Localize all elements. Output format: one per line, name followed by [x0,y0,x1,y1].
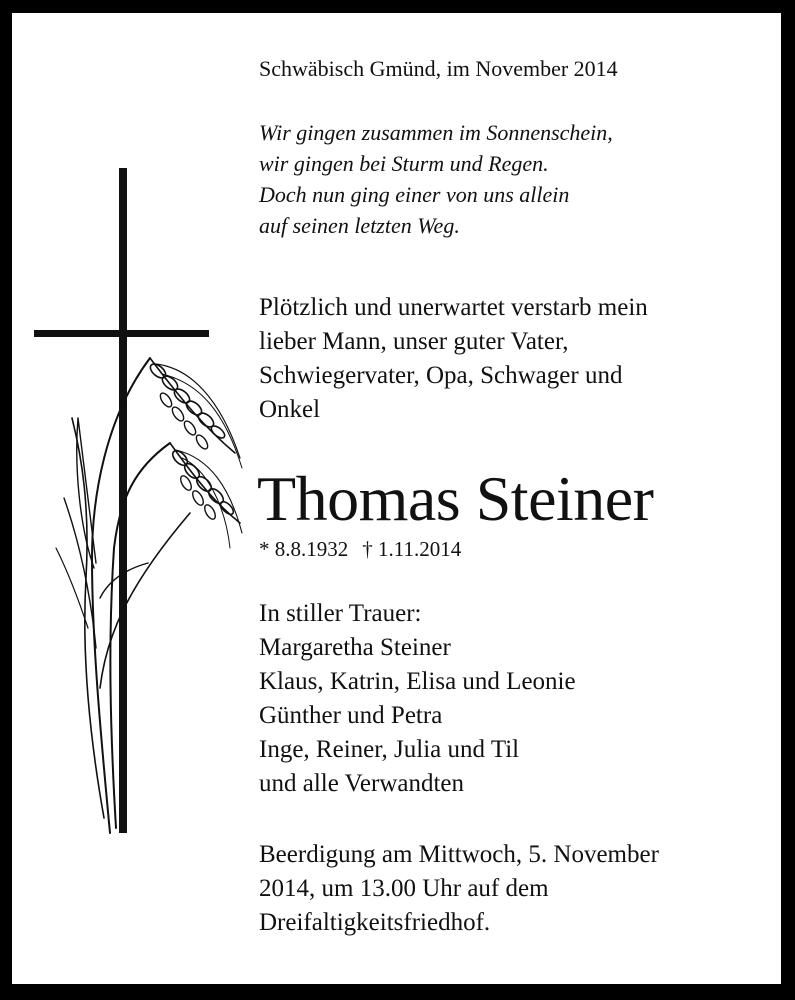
birth-date: * 8.8.1932 [259,537,349,561]
mourner: Günther und Petra [259,702,443,729]
announcement-line: Plötzlich und unerwartet verstarb mein [259,294,648,321]
funeral-line: Dreifaltigkeitsfriedhof. [259,909,491,936]
place-and-date: Schwäbisch Gmünd, im November 2014 [259,56,618,81]
death-date: † 1.11.2014 [362,537,462,561]
poem-line: auf seinen letzten Weg. [259,213,460,238]
poem-line: Doch nun ging einer von uns allein [259,182,570,207]
announcement [259,291,648,427]
mourner: und alle Verwandten [259,770,465,797]
deceased-name: Thomas Steiner [257,463,654,534]
announcement-line: lieber Mann, unser guter Vater, [259,328,569,355]
mourners-heading: In stiller Trauer: [259,600,422,627]
funeral-line: Beerdigung am Mittwoch, 5. November [259,841,659,868]
obituary-notice [12,13,781,984]
mourner: Inge, Reiner, Julia und Til [259,736,520,763]
announcement-line: Onkel [259,396,321,423]
cross-with-wheat-icon [30,168,245,848]
announcement-line: Schwiegervater, Opa, Schwager und [259,362,623,389]
mourner: Margaretha Steiner [259,634,451,661]
life-dates [259,535,461,563]
mourner: Klaus, Katrin, Elisa und Leonie [259,668,576,695]
poem-line: Wir gingen zusammen im Sonnenschein, [259,120,613,145]
mourners-list [259,597,576,801]
funeral-details [259,838,659,940]
funeral-line: 2014, um 13.00 Uhr auf dem [259,875,549,902]
poem-line: wir gingen bei Sturm und Regen. [259,151,549,176]
poem [259,117,613,241]
